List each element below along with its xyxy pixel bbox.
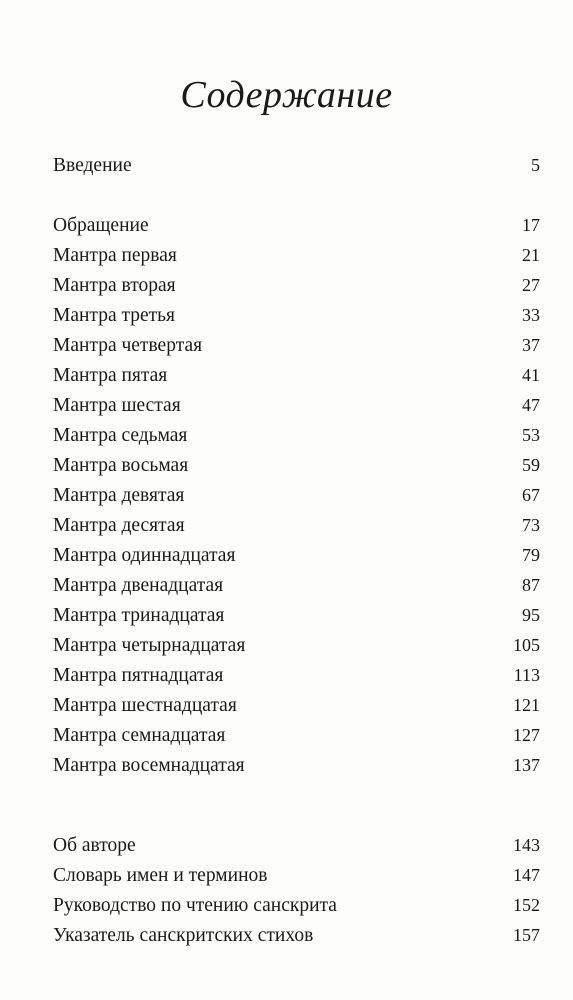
toc-entry [53,300,540,330]
toc-entry-title: Мантра восьмая [53,455,189,476]
toc-entry-page-number: 17 [522,215,540,235]
toc-entry-title: Мантра вторая [53,275,176,296]
toc-entry [53,690,540,720]
toc-entry-title: Руководство по чтению санскрита [53,895,337,916]
toc-entry-title: Мантра первая [53,245,177,266]
toc-entry [53,540,540,570]
toc-main-section [53,210,540,780]
toc-entry [53,390,540,420]
toc-entry-page-number: 137 [513,755,540,775]
toc-entry-title: Мантра четвертая [53,335,203,356]
toc-entry-title: Мантра тринадцатая [53,605,225,626]
toc-entry-title: Мантра четырнадцатая [53,635,246,656]
toc-entry [53,510,540,540]
toc-entry [53,920,540,950]
toc-entry-page-number: 59 [522,455,540,475]
toc-entry-page-number: 127 [513,725,540,745]
toc-entry-title: Обращение [53,215,149,236]
toc-entry-title: Введение [53,155,132,176]
toc-entry-page-number: 27 [522,275,540,295]
toc-entry [53,360,540,390]
toc-entry-page-number: 41 [522,365,540,385]
toc-entry [53,720,540,750]
toc-entry [53,240,540,270]
toc-entry [53,210,540,240]
toc-entry-title: Мантра двенадцатая [53,575,224,596]
toc-entry-page-number: 5 [531,155,540,175]
toc-entry-title: Мантра восемнадцатая [53,755,245,776]
toc-entry-title: Мантра девятая [53,485,185,506]
toc-entry [53,570,540,600]
toc-entry-title: Мантра третья [53,305,176,326]
page-title: Содержание [180,74,393,117]
toc-entry-page-number: 73 [522,515,540,535]
toc-entry [53,630,540,660]
toc-entry [53,420,540,450]
toc-entry [53,330,540,360]
toc-entry-page-number: 79 [522,545,540,565]
toc-entry [53,150,540,180]
toc-entry-page-number: 121 [513,695,540,715]
toc-entry [53,830,540,860]
toc-entry-page-number: 21 [522,245,540,265]
toc-entry-title: Мантра пятнадцатая [53,665,224,686]
toc-entry [53,480,540,510]
toc-entry-page-number: 143 [513,835,540,855]
toc-entry-title: Мантра одиннадцатая [53,545,236,566]
toc-entry-page-number: 47 [522,395,540,415]
toc-entry-page-number: 67 [522,485,540,505]
toc-entry-page-number: 95 [522,605,540,625]
toc-entry-page-number: 147 [513,865,540,885]
toc-entry-title: Мантра седьмая [53,425,188,446]
toc-entry-page-number: 87 [522,575,540,595]
toc-entry-title: Словарь имен и терминов [53,865,268,886]
toc-entry [53,450,540,480]
toc-entry [53,890,540,920]
toc-entry-page-number: 37 [522,335,540,355]
toc-entry-page-number: 157 [513,925,540,945]
toc-entry-page-number: 113 [513,665,540,685]
toc-entry [53,270,540,300]
toc-entry [53,600,540,630]
toc-entry-title: Мантра пятая [53,365,168,386]
toc-entry [53,860,540,890]
toc-entry-title: Мантра десятая [53,515,185,536]
toc-entry-title: Об авторе [53,835,136,856]
toc-entry-title: Мантра семнадцатая [53,725,226,746]
toc-entry-title: Указатель санскритских стихов [53,925,314,946]
toc-back-matter-section [53,830,540,950]
toc-entry-page-number: 53 [522,425,540,445]
toc-entry-page-number: 33 [522,305,540,325]
toc-entry-page-number: 105 [513,635,540,655]
toc-entry-page-number: 152 [513,895,540,915]
toc-entry-title: Мантра шестнадцатая [53,695,237,716]
toc-entry [53,750,540,780]
toc-entry [53,660,540,690]
toc-intro-section [53,150,540,180]
toc-entry-title: Мантра шестая [53,395,181,416]
